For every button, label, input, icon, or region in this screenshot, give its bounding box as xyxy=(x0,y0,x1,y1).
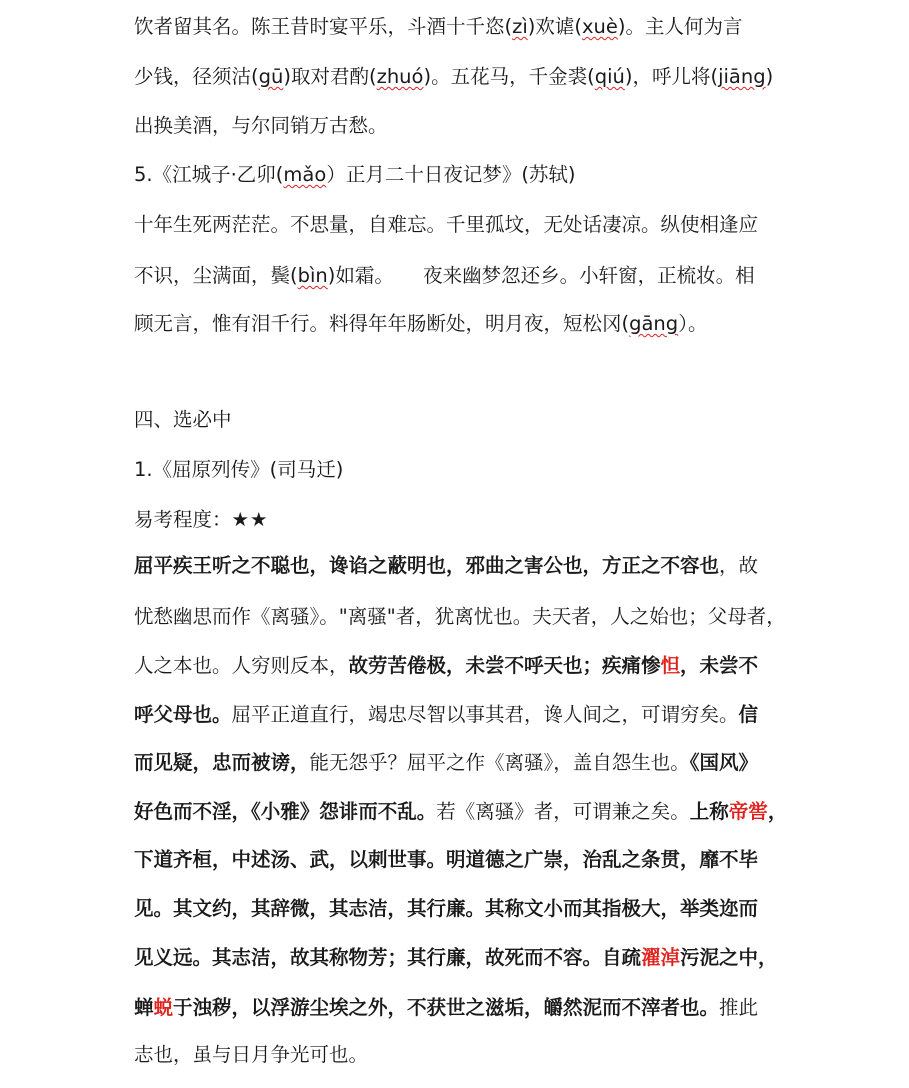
text-segment: 蝉 xyxy=(134,996,154,1019)
text-segment: 见。其文约，其辞微，其志洁，其行廉。其称文小而其指极大，举类迩而 xyxy=(134,897,759,920)
text-segment: 呼父母也。 xyxy=(134,703,232,726)
pinyin-annotation: gū xyxy=(258,65,284,88)
highlighted-character: 帝喾 xyxy=(728,800,768,823)
text-line xyxy=(134,748,789,778)
text-segment: 《国风》 xyxy=(689,751,759,774)
text-segment: 推此 xyxy=(719,996,759,1019)
text-segment: 1.《屈原列传》(司马迁) xyxy=(134,458,344,481)
text-segment: 见义远。其志洁，故其称物芳；其行廉，故死而不容。自疏 xyxy=(134,946,642,969)
text-line xyxy=(134,160,789,190)
text-segment: 不识，尘满面，鬓( xyxy=(134,264,298,287)
pinyin-annotation: bìn xyxy=(297,264,328,287)
difficulty-stars: ★★ xyxy=(231,508,269,531)
text-line xyxy=(134,12,789,42)
text-line xyxy=(134,651,789,681)
text-segment: ）。 xyxy=(678,312,708,335)
text-line xyxy=(134,505,789,535)
text-line xyxy=(134,700,789,730)
text-segment: )，呼儿将( xyxy=(624,65,719,88)
pinyin-annotation: zhuó xyxy=(376,65,424,88)
text-segment: ）正月二十日夜记梦》(苏轼) xyxy=(326,163,576,186)
text-segment: 顾无言，惟有泪千行。料得年年肠断处，明月夜，短松冈( xyxy=(134,312,630,335)
text-line xyxy=(134,845,789,875)
text-line xyxy=(134,405,789,435)
text-segment: 四、选必中 xyxy=(134,408,232,431)
text-line xyxy=(134,602,789,632)
text-segment: 而见疑，忠而被谤， xyxy=(134,751,310,774)
text-segment: 信 xyxy=(738,703,759,726)
text-segment: 人之本也。人穷则反本， xyxy=(134,654,349,677)
text-segment: 忧愁幽思而作《离骚》。"离骚"者，犹离忧也。夫天者，人之始也；父母者， xyxy=(134,605,786,628)
text-segment: 下道齐桓，中述汤、武，以刺世事。明道德之广崇，治乱之条贯，靡不毕 xyxy=(134,848,759,871)
text-segment: 故劳苦倦极，未尝不呼天也；疾痛惨 xyxy=(348,654,661,677)
text-segment: )如霜。 夜来幽梦忽还乡。小轩窗，正梳妆。相 xyxy=(327,264,755,287)
text-segment: 志也，虽与日月争光可也。 xyxy=(134,1043,369,1066)
text-segment: )欢谑( xyxy=(527,15,582,38)
text-line xyxy=(134,943,789,973)
text-line xyxy=(134,455,789,485)
text-line xyxy=(134,111,789,141)
text-segment: 屈平正道直行，竭忠尽智以事其君，谗人间之，可谓穷矣。 xyxy=(231,703,739,726)
text-line xyxy=(134,1040,789,1070)
highlighted-character: 怛 xyxy=(660,654,681,677)
text-line xyxy=(134,551,789,581)
pinyin-annotation: gāng xyxy=(629,312,679,335)
text-segment: )。五花马，千金裘( xyxy=(423,65,595,88)
text-segment: 十年生死两茫茫。不思量，自难忘。千里孤坟，无处话凄凉。纵使相逢应 xyxy=(134,213,759,236)
text-segment: ， xyxy=(767,800,788,823)
pinyin-annotation: zì xyxy=(512,15,528,38)
text-line xyxy=(134,210,789,240)
text-line xyxy=(134,894,789,924)
text-segment: 少钱，径须沽( xyxy=(134,65,259,88)
text-segment: 5.《江城子·乙卯( xyxy=(134,163,284,186)
text-segment: ) xyxy=(765,65,774,88)
pinyin-annotation: xuè xyxy=(581,15,618,38)
pinyin-annotation: qiú xyxy=(594,65,625,88)
text-segment: ，故 xyxy=(719,554,759,577)
highlighted-character: 濯淖 xyxy=(641,946,681,969)
text-line xyxy=(134,261,789,291)
text-line xyxy=(134,309,789,339)
text-segment: 饮者留其名。陈王昔时宴平乐，斗酒十千恣( xyxy=(134,15,513,38)
text-segment: 出换美酒，与尔同销万古愁。 xyxy=(134,114,388,137)
text-segment: 好色而不淫，《小雅》怨诽而不乱。 xyxy=(134,800,437,823)
text-segment: )取对君酌( xyxy=(283,65,377,88)
text-line xyxy=(134,797,789,827)
highlighted-character: 蜕 xyxy=(153,996,174,1019)
pinyin-annotation: jiāng xyxy=(718,65,766,88)
pinyin-annotation: mǎo xyxy=(283,163,327,186)
text-segment: 易考程度： xyxy=(134,508,232,531)
text-segment: 若《离骚》者，可谓兼之矣。 xyxy=(436,800,690,823)
text-segment: 于浊秽，以浮游尘埃之外，不获世之滋垢，皭然泥而不滓者也。 xyxy=(173,996,720,1019)
text-segment: )。主人何为言 xyxy=(617,15,743,38)
text-segment: 能无怨乎？屈平之作《离骚》，盖自怨生也。 xyxy=(309,751,690,774)
text-segment: ，未尝不 xyxy=(680,654,759,677)
text-segment: 屈平疾王听之不聪也，谗谄之蔽明也，邪曲之害公也，方正之不容也 xyxy=(134,554,720,577)
text-segment: 污泥之中， xyxy=(680,946,778,969)
text-line xyxy=(134,62,789,92)
text-line xyxy=(134,993,789,1023)
text-segment: 上称 xyxy=(689,800,729,823)
